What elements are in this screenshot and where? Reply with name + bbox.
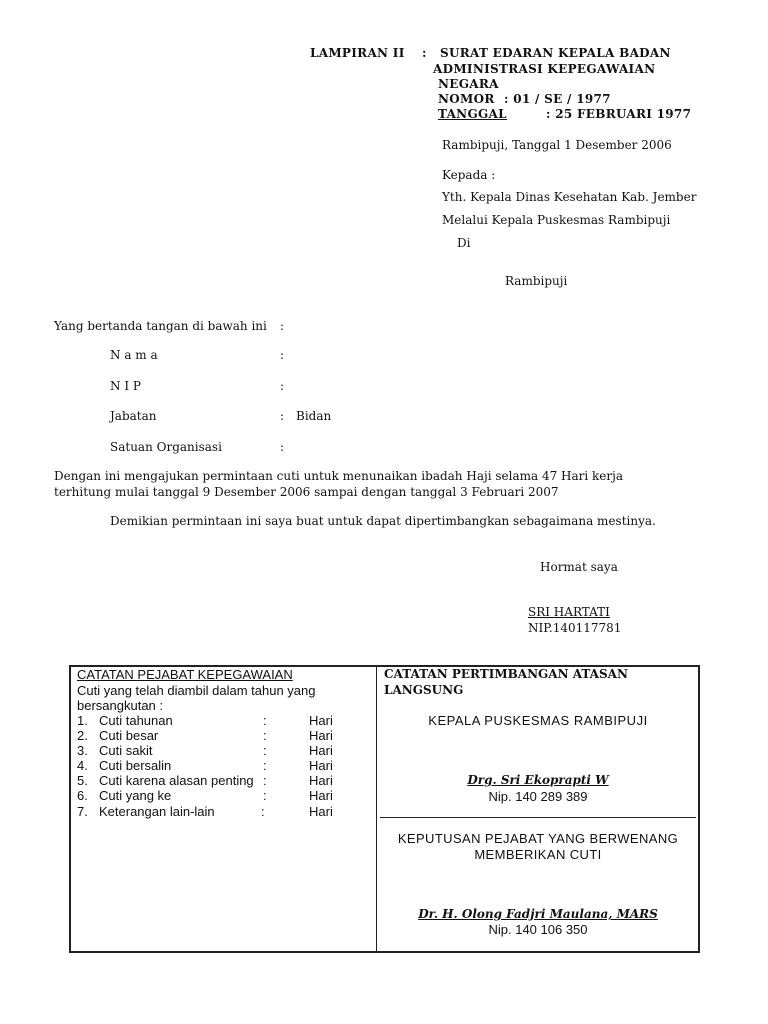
signer-name: SRI HARTATI xyxy=(528,605,610,619)
header-line-2: ADMINISTRASI KEPEGAWAIAN xyxy=(433,62,656,76)
pejabat-name: Dr. H. Olong Fadjri Maulana, MARS xyxy=(418,907,658,921)
field-label-jabatan: Jabatan xyxy=(110,409,157,423)
tanggal-row xyxy=(438,107,694,122)
nomor-value: : 01 / SE / 1977 xyxy=(504,92,611,106)
field-label-nip: N I P xyxy=(110,379,141,393)
hormat-saya: Hormat saya xyxy=(540,560,618,574)
request-paragraph-line-2: terhitung mulai tanggal 9 Desember 2006 sampai dengan tanggal 3 Februari 2007 xyxy=(54,485,559,499)
nomor-label: NOMOR xyxy=(438,92,495,106)
field-label-nama: N a m a xyxy=(110,348,158,362)
field-label-satuan: Satuan Organisasi xyxy=(110,440,222,454)
left-column-subtitle-1: Cuti yang telah diambil dalam tahun yang xyxy=(77,683,316,698)
lampiran-colon: : xyxy=(422,46,427,60)
right-column-title-2: LANGSUNG xyxy=(384,683,464,697)
request-paragraph-line-1: Dengan ini mengajukan permintaan cuti untuk menunaikan ibadah Haji selama 47 Hari kerja xyxy=(54,469,624,483)
kepala-title: KEPALA PUSKESMAS RAMBIPUJI xyxy=(428,713,648,728)
city-label: Rambipuji xyxy=(505,274,568,288)
left-column-title: CATATAN PEJABAT KEPEGAWAIAN xyxy=(77,667,293,682)
recipient-line: Yth. Kepala Dinas Kesehatan Kab. Jember xyxy=(442,190,697,204)
tanggal-value: : 25 FEBRUARI 1977 xyxy=(546,107,692,121)
pejabat-nip: Nip. 140 106 350 xyxy=(488,922,588,937)
field-colon-nama: : xyxy=(280,348,285,362)
field-value-jabatan: Bidan xyxy=(296,409,332,423)
kepala-name: Drg. Sri Ekoprapti W xyxy=(467,773,609,787)
field-colon-nip: : xyxy=(280,379,285,393)
signer-nip: NIP.140117781 xyxy=(528,621,622,635)
closing-sentence: Demikian permintaan ini saya buat untuk dapat dipertimbangkan sebagaimana mestinya. xyxy=(110,514,656,528)
table-column-divider xyxy=(376,665,377,953)
field-colon-jabatan: : xyxy=(280,409,285,423)
table-row-divider xyxy=(380,817,696,818)
place-date: Rambipuji, Tanggal 1 Desember 2006 xyxy=(442,138,672,152)
kepada-label: Kepada : xyxy=(442,168,496,182)
header-line-3: NEGARA xyxy=(438,77,499,91)
intro-text: Yang bertanda tangan di bawah ini xyxy=(54,319,267,333)
header-line-1: SURAT EDARAN KEPALA BADAN xyxy=(440,46,671,60)
left-column-subtitle-2: bersangkutan : xyxy=(77,698,164,713)
keputusan-title-2: MEMBERIKAN CUTI xyxy=(474,847,602,862)
kepala-nip: Nip. 140 289 389 xyxy=(488,789,588,804)
di-label: Di xyxy=(457,236,471,250)
intro-colon: : xyxy=(280,319,285,333)
field-colon-satuan: : xyxy=(280,440,285,454)
via-line: Melalui Kepala Puskesmas Rambipuji xyxy=(442,213,671,227)
right-column-title-1: CATATAN PERTIMBANGAN ATASAN xyxy=(384,667,628,681)
tanggal-label: TANGGAL xyxy=(438,107,507,121)
keputusan-title-1: KEPUTUSAN PEJABAT YANG BERWENANG xyxy=(397,831,679,846)
lampiran-label: LAMPIRAN II xyxy=(310,46,405,60)
